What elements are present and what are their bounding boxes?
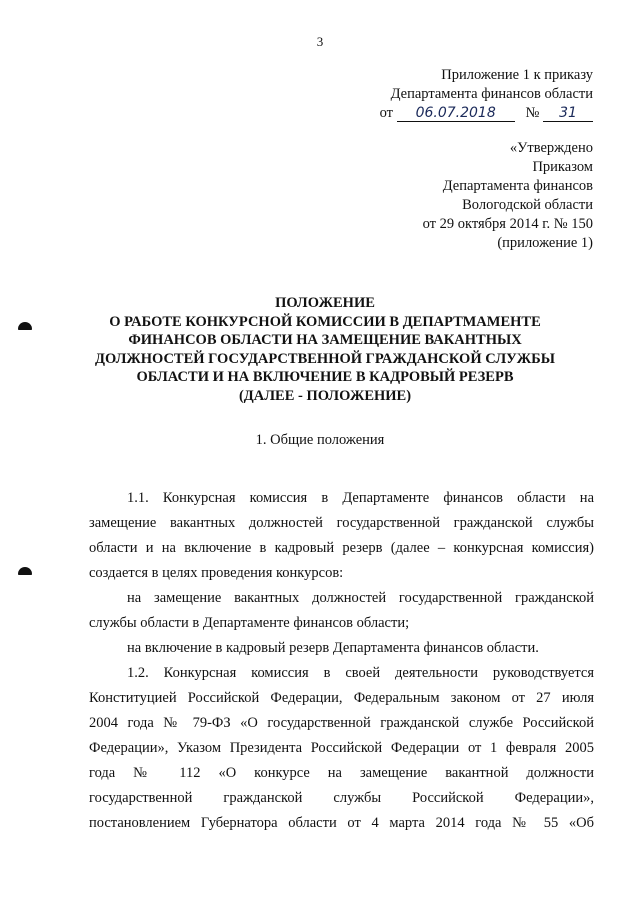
title-line-4: ДОЛЖНОСТЕЙ ГОСУДАРСТВЕННОЙ ГРАЖДАНСКОЙ СЛУЖБЫ (95, 350, 555, 367)
appendix-line-1: Приложение 1 к приказу (441, 67, 593, 83)
title-line-1: ПОЛОЖЕНИЕ (275, 295, 375, 311)
title-line-6: (ДАЛЕЕ - ПОЛОЖЕНИЕ) (238, 387, 412, 404)
body-line: создается в целях проведения конкурсов: (89, 565, 344, 581)
appendix-line-2: Департамента финансов области (390, 86, 593, 102)
punch-hole-mark (18, 322, 32, 330)
title-line-2: О РАБОТЕ КОНКУРСНОЙ КОМИССИИ В ДЕПАРТМАМЕНТЕ (109, 313, 541, 330)
number-prefix: № (525, 105, 540, 121)
body-line: Федерации», Указом Президента Российской Федерации от 1 февраля 2005 (89, 740, 594, 756)
body-line: на включение в кадровый резерв Департамента финансов области. (127, 640, 539, 656)
body-line: службы области в Департаменте финансов области; (89, 615, 410, 631)
body-line: 1.2. Конкурсная комиссия в своей деятельности руководствуется (127, 665, 594, 681)
handwritten-date: 06.07.2018 (397, 106, 515, 122)
title-line-3: ФИНАНСОВ ОБЛАСТИ НА ЗАМЕЩЕНИЕ ВАКАНТНЫХ (128, 332, 522, 349)
page-number: 3 (316, 34, 324, 49)
body-line: года № 112 «О конкурсе на замещение вакантной должности (89, 765, 594, 781)
body-line: государственной гражданской службы Российской Федерации», (89, 790, 594, 806)
approval-line-2: Приказом (532, 159, 593, 175)
title-line-5: ОБЛАСТИ И НА ВКЛЮЧЕНИЕ В КАДРОВЫЙ РЕЗЕРВ (136, 369, 514, 386)
appendix-block (293, 66, 593, 123)
handwritten-number: 31 (543, 106, 593, 122)
date-prefix: от (379, 105, 394, 121)
body-line: 2004 года № 79-ФЗ «О государственной гражданской службе Российской (89, 715, 594, 731)
body-line: замещение вакантных должностей государственной гражданской службы (89, 515, 594, 531)
body-line: постановлением Губернатора области от 4 марта 2014 года № 55 «Об (89, 815, 594, 831)
appendix-date-line (293, 104, 593, 123)
approval-line-5: от 29 октября 2014 г. № 150 (422, 216, 593, 232)
approval-line-6: (приложение 1) (497, 235, 593, 251)
approval-line-4: Вологодской области (462, 197, 593, 213)
body-line: области и на включение в кадровый резерв (далее – конкурсная комиссия) (89, 540, 594, 556)
document-title (80, 294, 570, 406)
approval-line-3: Департамента финансов (442, 178, 593, 194)
approval-block (293, 139, 593, 253)
body-line: Конституцией Российской Федерации, Федеральным законом от 27 июля (89, 690, 594, 706)
approval-line-1: «Утверждено (509, 140, 593, 156)
body-line: на замещение вакантных должностей государственной гражданской (127, 590, 594, 606)
section-heading: 1. Общие положения (255, 432, 385, 448)
body-text (89, 486, 594, 836)
punch-hole-mark (18, 567, 32, 575)
body-line: 1.1. Конкурсная комиссия в Департаменте финансов области на (127, 490, 594, 506)
